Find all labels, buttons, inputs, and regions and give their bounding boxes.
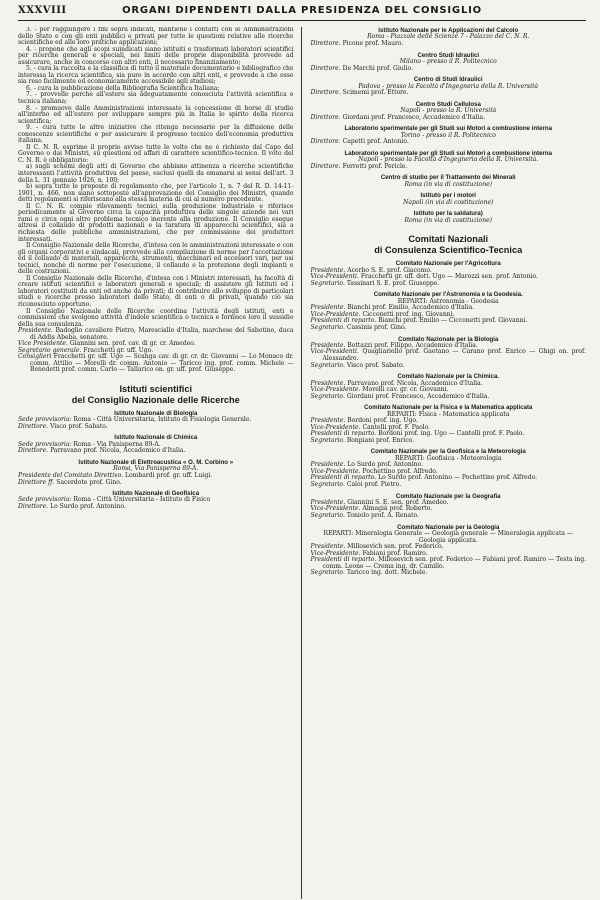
institute-line-text: Ferretti prof. Pericle. <box>342 162 408 170</box>
committee-line-text: Lo Surdo prof. Antonino. <box>347 461 424 469</box>
committee-line <box>311 281 587 288</box>
paragraph: 8. - promuove dalle Amministrazioni interessate la concessione di borse di studio all'interno ed all'estero per sviluppare sempre più in Italia lo spirito della ricerca scientifica; <box>18 104 294 125</box>
paragraph: Il C. N. R. compie rilevamenti tecnici sulla produzione industriale e riferisce periodicamente al Governo circa la capacità produttiva delle singole aziende nei vari rami e circa ogni altro problema tecnico inerente alla produzione. Il Consiglio esegue altresì il collaudo di prodotti nazionali e la taratura di apparecchi scientifici, sia a richiesta delle pubbliche amministrazioni, che per commissione dei produttori interessati. <box>18 202 294 243</box>
institute-line <box>311 90 587 97</box>
institute-line-text: Lo Surdo prof. Antonino. <box>50 503 126 511</box>
committee-line-text: Cicconetti prof. ing. Giovanni. <box>362 310 455 318</box>
committee-reparti: REPARTI: Astronomia - Geodesia <box>397 297 499 305</box>
institute-line: Torino - presso il R. Politecnico <box>400 131 496 139</box>
institute-line-text: Scimemi prof. Ettore. <box>342 89 409 97</box>
committee-line-role: Vice-Presidente. <box>310 386 361 394</box>
institute-line-text: Roma - Città Universitaria - Istituto di Fisico <box>73 496 211 504</box>
institute-name: Laboratorio sperimentale per gli Studi sui Motori a combustione interna <box>344 125 553 133</box>
committee-name: Comitato Nazionale per la Geofisica e la Meteorologia <box>370 448 526 456</box>
institute-line: Napoli - presso la R. Università <box>400 107 497 115</box>
committee-line-role: Presidente. <box>310 461 346 469</box>
committee-name: Comitato Nazionale per la Geologia <box>397 523 500 531</box>
committee-line-text: Toniolo prof. A. Renato. <box>346 512 419 520</box>
paragraph: 9. - cura tutte le altre iniziative che ritenga necessarie per la diffusione delle conoscenze scientifiche e per assicurare il progresso tecnico dell'economia produttiva italiana. <box>18 124 294 145</box>
committees-title-line2: di Consulenza Scientifico-Tecnica <box>374 245 523 256</box>
committee-name: Comitato Nazionale per la Geografia <box>395 492 501 500</box>
committee-line-role: Presidente. <box>310 304 346 312</box>
institute-line-text: Sacerdote prof. Gino. <box>56 478 122 486</box>
committee-line-role: Segretario. <box>310 323 345 331</box>
institute-name: Centro Studi Cellulosa <box>415 100 481 108</box>
institute-line-role: Direttore. <box>310 162 341 170</box>
institute-line-role: Direttore. <box>18 503 49 511</box>
institute-line-role: Direttore. <box>18 447 49 455</box>
committee-line-text: Bianchi prof. Emilio — Cicconetti prof. Giovanni. <box>378 317 528 325</box>
committee-line-role: Segretario. <box>310 480 345 488</box>
paragraph: Il Consiglio Nazionale delle Ricerche, d'intesa con i Ministri interessati, ha facoltà di creare istituti scientifici e laboratori generali e speciali; di assistere gli Istituti ed i laboratori costituiti da enti od anche da privati; di contribuire allo sviluppo di particolari studi e ricerche presso laboratori dello Stato, di enti o di privati, quando ciò sia riconosciuto opportuno. <box>18 274 294 308</box>
committees-title-line1: Comitati Nazionali <box>408 234 489 245</box>
committee-line-role: Vice-Presidente. <box>310 310 361 318</box>
committee-line-text: Visco prof. Sabato. <box>346 361 405 369</box>
committee-line-role: Segretario. <box>310 361 345 369</box>
committee-reparti: REPARTI: Geofisica - Meteorologia <box>394 454 502 462</box>
committee-line-role: Presidenti di reparto. <box>310 556 377 564</box>
paragraph: 3. - per raggiungere i fini sopra indicati, mantiene i contatti con le Amministrazioni dello Stato e con gli enti pubblici e privati per tutte le questioni relative alle ricerche scientifiche ed alle loro pratiche applicazioni; <box>18 27 294 47</box>
institute-line-text: Capetti prof. Antonio. <box>342 138 409 146</box>
board-role: Segretario generale. <box>18 346 82 354</box>
committee-line-role: Presidenti di reparto. <box>310 430 377 438</box>
right-institutes-list <box>311 27 587 224</box>
committee-line-text: Bonpiani prof. Enrico. <box>346 436 415 444</box>
committee-line-role: Vice-Presidente. <box>310 423 361 431</box>
institute-line <box>311 66 587 73</box>
institute-line: Napoli (in via di costituzione) <box>403 198 494 206</box>
institute-name: Istituto Nazionale per le Applicazioni del Calcolo <box>378 27 519 34</box>
institute-line <box>18 448 294 455</box>
committee-line-text: Cantelli prof. F. Paolo. <box>362 423 431 431</box>
committee-line-role: Segretario. <box>310 392 345 400</box>
committee-line-role: Presidenti di reparto. <box>310 474 377 482</box>
committee-line-text: Bordoni prof. ing. Ugo. <box>347 417 418 425</box>
left-column <box>18 27 294 899</box>
committee-line-text: Morelli cav. gr. cr. Giovanni. <box>362 386 449 394</box>
committee-line-role: Presidente. <box>310 379 346 387</box>
institutes-title-line1: Istituti scientifici <box>119 383 192 394</box>
committee-line <box>311 363 587 370</box>
committee-line-text: Taricco ing. dott. Michele. <box>346 569 428 577</box>
committee-line <box>311 482 587 489</box>
running-title: ORGANI DIPENDENTI DALLA PRESIDENZA DEL CONSIGLIO <box>122 5 482 16</box>
committee-name: Comitato Nazionale per la Fisica e la Matematica applicata <box>364 404 533 412</box>
board-names: Fracchetti gr. uff. Ugo. <box>83 346 154 354</box>
institute-line: Roma, Via Panisperna 89-A. <box>113 465 199 473</box>
institute-line-role: Sede provvisoria: <box>18 496 72 504</box>
left-institutes-list <box>18 410 294 511</box>
committee-name: Comitato Nazionale per l'Astronomia e la Geodesia. <box>373 291 523 299</box>
institute-name: Istituto per la saldatura) <box>413 210 483 218</box>
paragraph: 7. - provvede perchè all'estero sia adeguatamente conosciuta l'attività scientifica e tecnica italiana; <box>18 91 294 106</box>
committee-line <box>311 438 587 445</box>
committee-name: Comitato Nazionale per la Chimica. <box>397 373 500 381</box>
paragraph: b) sopra tutte le proposte di regolamento che, per l'articolo 1, n. 7 del R. D. 14-11-1901, n. 466, non siano sottoposte all'approvazione del Consiglio dei Ministri, quando detti regolamenti si riferiscano alla stessa materia di cui al numero precedente. <box>18 183 294 204</box>
committee-line-role: Segretario. <box>310 569 345 577</box>
committee-line-role: Vice-Presidente. <box>310 549 361 557</box>
institute-line: Milano - presso il R. Politecnico <box>399 57 497 65</box>
paragraph: Il Consiglio Nazionale delle Ricerche coordina l'attività degli istituti, enti e commissioni che svolgono attività d'indole scientifica o tecnica e fornisce loro il sussidio della sua consulenza. <box>18 307 294 328</box>
board-names: Badoglio cavaliere Pietro, Maresciallo d'Italia, marchese del Sabotino, duca di Addis Abeba, senatore. <box>30 327 294 341</box>
paragraph: 5. - cura la raccolta e la classifica di tutto il materiale documentario e bibliografico che interessa la ricerca scientifica, sia pure in accordo con altri enti, e provvede a che esso sia reso facilmente ed economicamente accessibile agli studiosi; <box>18 65 294 86</box>
committee-line-text: Lo Surdo prof. Antonino — Pochettino prof. Alfredo. <box>378 474 538 482</box>
committee-line-role: Vice-Presidente. <box>310 505 361 513</box>
board-entry <box>18 354 294 374</box>
institute-line-role: Direttore. <box>310 113 341 121</box>
committee-line-role: Segretario. <box>310 436 345 444</box>
institute-name: Istituto Nazionale di Biologia <box>114 409 198 417</box>
institute-line-role: Direttore. <box>18 422 49 430</box>
committee-line-text: Cassinis prof. Gino. <box>346 323 407 331</box>
right-column <box>303 27 587 899</box>
committee-line-role: Presidente. <box>310 266 346 274</box>
institute-line-text: Roma - Città Universitaria, Istituto di Fisiologia Generale. <box>73 416 252 424</box>
institute-line-role: Direttore. <box>310 64 341 72</box>
institute-line <box>311 41 587 48</box>
institute-line <box>311 164 587 171</box>
committee-line-role: Presidenti di reparto. <box>310 317 377 325</box>
institute-name: Centro di Studi Idraulici <box>413 76 483 84</box>
institute-line <box>18 424 294 431</box>
committee-line-role: Vice-Presidenti. <box>310 273 359 281</box>
institute-line <box>311 115 587 122</box>
institute-name: Istituto per i motori <box>420 192 477 200</box>
committee-line-text: Acerbo S. E. prof. Giacomo. <box>347 266 432 274</box>
board-names: Giannini sen. prof. cav. di gr. cr. Amedeo. <box>69 340 196 348</box>
committee-name: Comitato Nazionale per la Biologia <box>398 335 499 343</box>
committees-list <box>311 260 587 577</box>
committee-line-text: Caloi prof. Pietro. <box>346 480 402 488</box>
two-column-body <box>18 27 586 899</box>
committee-line-text: Pochettino prof. Alfredo. <box>362 467 438 475</box>
committee-line-text: Giordani prof. Francesco, Accademico d'Italia. <box>346 392 490 400</box>
committee-reparti: REPARTI: Mineralogia Generale — Geologia generale — Mineralogia applicata — Geologia applicata. <box>323 529 573 544</box>
committee-line-text: Fracchetti gr. uff. dott. Ugo — Marozzi sen. prof. Antonio. <box>360 273 538 281</box>
paragraph: a) sugli schemi degli atti di Governo che abbiano attinenza a ricerche scientifiche interessanti l'attività produttiva del paese, esclusi quelli da emanarsi ai sensi dell'art. 3 della L. 31 gennaio 1926, n. 100; <box>18 163 294 184</box>
committee-line-text: Quagliariello prof. Gaetano — Carano prof. Enrico — Ghigi on. prof. Alessandro. <box>322 348 586 363</box>
institute-line <box>18 504 294 511</box>
board-role: Consiglieri <box>18 353 52 361</box>
committee-line <box>311 513 587 520</box>
institute-line-role: Sede provvisoria: <box>18 440 72 448</box>
institute-line: Roma - Piazzale delle Scienze 7 - Palazzo del C. N. R. <box>367 33 530 41</box>
committee-line-text: Bordoni prof. ing. Ugo — Cantelli prof. F. Paolo. <box>378 430 525 438</box>
committee-line-text: Millosevich sen. prof. Federico — Fabiani prof. Ramiro — Testa ing. comm. Leone — Crema ing. dr. Camillo. <box>322 556 586 570</box>
committee-line-role: Vice-Presidenti. <box>310 348 359 356</box>
institute-line <box>18 480 294 487</box>
institute-line-role: Direttore ff. <box>18 478 55 486</box>
institute-line-role: Sede provvisoria: <box>18 416 72 424</box>
institute-line-text: Visco prof. Sabato. <box>50 422 108 430</box>
committee-line <box>311 325 587 332</box>
institute-line: Padova - presso la Facoltà d'Ingegneria della R. Università <box>358 82 539 90</box>
board-role: Vice Presidente. <box>18 340 68 348</box>
left-paragraphs <box>18 27 294 328</box>
institute-line-text: Giordani prof. Francesco, Accademico d'Italia. <box>342 113 486 121</box>
committee-line-role: Segretario. <box>310 512 345 520</box>
institute-line-text: Parravano prof. Nicola, Accademico d'Italia. <box>50 447 186 455</box>
committee-line-role: Presidente. <box>310 417 346 425</box>
committee-line-text: Bottazzi prof. Filippo, Accademico d'Italia. <box>347 341 478 349</box>
page-number: XXXVIII <box>18 5 67 16</box>
committee-line-text: Millosevich sen. prof. Federico. <box>347 543 444 551</box>
board-role: Presidente. <box>18 327 53 335</box>
institute-line: Napoli - presso la Facoltà d'Ingegneria della R. Università. <box>358 156 539 164</box>
institute-line-text: De Marchi prof. Giulio. <box>342 64 414 72</box>
institute-line-role: Direttore. <box>310 89 341 97</box>
institute-line-role: Direttore. <box>310 40 341 47</box>
institute-line-role: Direttore. <box>310 138 341 146</box>
committee-line-text: Fabiani prof. Ramiro. <box>362 549 428 557</box>
committee-line-text: Bianchi prof. Emilio, Accademico d'Italia. <box>347 304 475 312</box>
committee-reparti: REPARTI: Fisica - Matematica applicata <box>387 410 510 418</box>
institute-line <box>311 139 587 146</box>
institute-name: Centro Studi Idraulici <box>417 51 480 59</box>
committee-line-role: Vice-Presidente. <box>310 467 361 475</box>
paragraph: 6. - cura la pubblicazione della Bibliografia Scientifica Italiana; <box>26 84 220 92</box>
committee-line <box>311 394 587 401</box>
board-names: Fracchetti gr. uff. Ugo — Scanga cav. di gr. cr. dr. Giovanni — Lo Monaco dr. comm. Attilio — Morelli dr. comm. Antonio — Taricco ing. prof. comm. Michele — Benedetti prof. comm. Carlo — Tallarico on. gr. uff. prof. Giuseppe. <box>30 353 294 374</box>
committee-name: Comitato Nazionale per l'Agricoltura <box>395 260 501 268</box>
committee-line-text: Almagià prof. Roberto. <box>362 505 433 513</box>
committee-line-role: Presidente. <box>310 543 346 551</box>
committee-line <box>311 570 587 577</box>
column-divider <box>301 27 302 899</box>
institute-line-text: Roma - Via Panisperna 89-A. <box>73 440 161 448</box>
page-header <box>18 4 586 21</box>
paragraph: Il C. N. R. esprime il proprio avviso tutte le volte che ne è richiesto dal Capo del Governo o dai Ministri, su questioni od affari di carattere scientifico-tecnico. Il voto del C. N. R. è obbligatorio: <box>18 143 294 164</box>
council-board <box>18 328 294 374</box>
institute-name: Centro di studio per il Trattamento dei Minerali <box>380 174 516 182</box>
paragraph: Il Consiglio Nazionale delle Ricerche, d'intesa con le amministrazioni interessate e con gli organi corporativi e sindacali, provvede alla compilazione di norme per l'accettazione ed il collaudo di materiali, apparecchi, strumenti, macchinari ed accessori vari, per usi tecnici, nonchè di norme per l'esecuzione, il collaudo e la protezione degli impianti e delle costruzioni. <box>18 242 294 276</box>
institute-name: Istituto Nazionale di Chimica <box>114 434 198 442</box>
institute-name: Istituto Nazionale di Elettroacustica « O. M. Corbino » <box>78 458 234 466</box>
institutes-title-line2: del Consiglio Nazionale delle Ricerche <box>71 394 240 405</box>
institute-line: Roma (in via di costituzione) <box>404 180 493 188</box>
institute-name: Istituto Nazionale di Geofisica <box>112 490 200 498</box>
institute-line-role: Presidente del Comitato Direttivo. <box>18 471 124 479</box>
committee-line-text: Tassinari S. E. prof. Giuseppe. <box>346 279 440 287</box>
paragraph: 4. - propone che agli scopi suindicati siano istituiti e trasformati laboratori scientifici per ricerche generali e speciali, nei limiti delle proprie disponibilità provvede ad assicurare, anche in concorso con altri enti, il necessario finanziamento; <box>18 45 294 66</box>
committee-line-role: Segretario. <box>310 279 345 287</box>
institute-line-text: Lombardi prof. gr. uff. Luigi. <box>124 471 213 479</box>
committee-line-role: Presidente. <box>310 341 346 349</box>
committee-line-text: Parravano prof. Nicola, Accademico d'Italia. <box>347 379 483 387</box>
committee-line-text: Giannini S. E. sen. prof. Amedeo. <box>347 498 449 506</box>
committee-line-role: Presidente. <box>310 498 346 506</box>
institute-line: Roma (in via di costituzione) <box>404 216 493 224</box>
institute-name: Laboratorio sperimentale per gli Studi sui Motori a combustione interna <box>344 149 553 157</box>
institute-line-text: Picone prof. Mauro. <box>342 40 404 47</box>
